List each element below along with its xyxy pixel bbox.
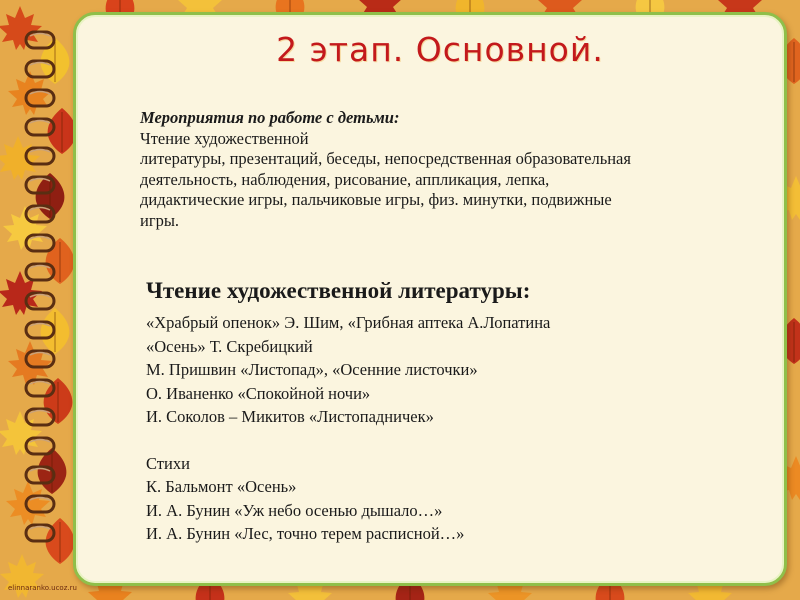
- spiral-ring-highlight: [30, 150, 50, 153]
- spiral-ring: [26, 235, 54, 251]
- reading-item: О. Иваненко «Спокойной ночи»: [146, 383, 371, 403]
- spiral-ring: [26, 322, 54, 338]
- spiral-ring: [26, 438, 54, 454]
- spiral-ring-highlight: [30, 63, 50, 66]
- spiral-ring: [26, 496, 54, 512]
- spiral-ring: [26, 351, 54, 367]
- spiral-ring-highlight: [30, 295, 50, 298]
- spiral-binding: [0, 0, 90, 600]
- reading-block: [146, 278, 746, 546]
- spiral-ring-highlight: [30, 121, 50, 124]
- spiral-ring: [26, 467, 54, 483]
- reading-item: «Осень» Т. Скребицкий: [146, 336, 313, 356]
- spiral-ring: [26, 293, 54, 309]
- activities-line: деятельность, наблюдения, рисование, аппликация, лепка,: [140, 169, 550, 189]
- reading-item: «Храбрый опенок» Э. Шим, «Грибная аптека А.Лопатина: [146, 313, 551, 332]
- spiral-ring: [26, 177, 54, 193]
- spiral-ring: [26, 525, 54, 541]
- spiral-ring-highlight: [30, 266, 50, 269]
- activities-block: [140, 108, 750, 231]
- spiral-ring: [26, 119, 54, 135]
- spiral-ring-highlight: [30, 498, 50, 501]
- spiral-ring-highlight: [30, 208, 50, 211]
- spiral-ring: [26, 380, 54, 396]
- watermark: elinnaranko.ucoz.ru: [8, 584, 77, 592]
- spiral-ring: [26, 206, 54, 222]
- reading-item: М. Пришвин «Листопад», «Осенние листочки»: [146, 360, 478, 379]
- poem-item: И. А. Бунин «Лес, точно терем расписной…»: [146, 524, 465, 543]
- activities-heading: Мероприятия по работе с детьми:: [140, 108, 400, 127]
- spiral-ring-highlight: [30, 237, 50, 240]
- spiral-ring-highlight: [30, 469, 50, 472]
- section-spacer: [146, 429, 746, 452]
- spiral-ring-highlight: [30, 324, 50, 327]
- spiral-ring: [26, 90, 54, 106]
- spiral-ring: [26, 148, 54, 164]
- reading-item: И. Соколов – Микитов «Листопадничек»: [146, 407, 434, 426]
- spiral-ring: [26, 264, 54, 280]
- spiral-ring-highlight: [30, 382, 50, 385]
- spiral-ring: [26, 409, 54, 425]
- activities-line: дидактические игры, пальчиковые игры, физ. минутки, подвижные: [140, 190, 612, 209]
- spiral-ring: [26, 32, 54, 48]
- spiral-ring-highlight: [30, 440, 50, 443]
- spiral-ring-highlight: [30, 527, 50, 530]
- spiral-ring-highlight: [30, 411, 50, 414]
- spiral-ring-highlight: [30, 353, 50, 356]
- spiral-ring-highlight: [30, 34, 50, 37]
- poems-heading: Стихи: [146, 453, 190, 473]
- spiral-ring: [26, 61, 54, 77]
- activities-line: литературы, презентаций, беседы, непосредственная образовательная: [140, 149, 631, 168]
- activities-line: игры.: [140, 210, 180, 230]
- activities-line: Чтение художественной: [140, 128, 309, 148]
- spiral-ring-highlight: [30, 92, 50, 95]
- poem-item: К. Бальмонт «Осень»: [146, 477, 297, 496]
- reading-title: Чтение художественной литературы:: [146, 278, 531, 303]
- slide-title: 2 этап. Основной.: [276, 30, 604, 69]
- spiral-ring-highlight: [30, 179, 50, 182]
- poem-item: И. А. Бунин «Уж небо осенью дышало…»: [146, 500, 443, 520]
